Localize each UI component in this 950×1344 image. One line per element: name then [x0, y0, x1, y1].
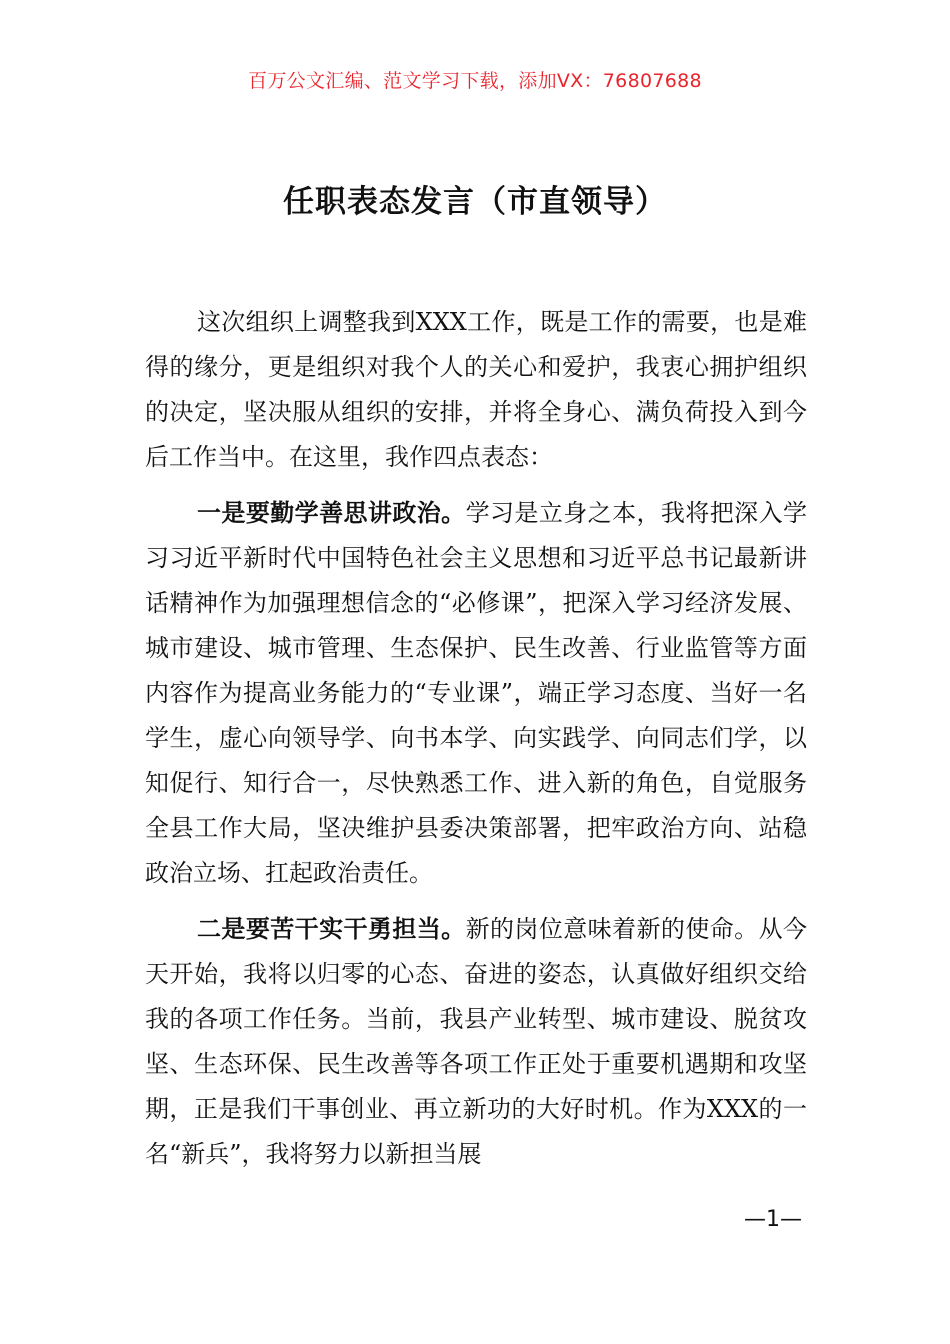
paragraph-point-1 [145, 490, 807, 896]
paragraph-intro [145, 300, 807, 480]
paragraph-lead: 一是要勤学善思讲政治。 [197, 498, 466, 527]
paragraph-point-2 [145, 906, 807, 1177]
paragraph-lead: 二是要苦干实干勇担当。 [197, 914, 466, 943]
document-body [145, 300, 807, 1177]
paragraph-text: 这次组织上调整我到XXX工作，既是工作的需要，也是难得的缘分，更是组织对我个人的关心和爱护，我衷心拥护组织的决定，坚决服从组织的安排，并将全身心、满负荷投入到今后工作当中。在这里，我作四点表态： [145, 308, 807, 471]
paragraph-text: 新的岗位意味着新的使命。从今天开始，我将以归零的心态、奋进的姿态，认真做好组织交给我的各项工作任务。当前，我县产业转型、城市建设、脱贫攻坚、生态环保、民生改善等各项工作正处于重要机遇期和攻坚期，正是我们干事创业、再立新功的大好时机。作为XXX的一名“新兵”，我将努力以新担当展 [145, 915, 808, 1168]
watermark-banner: 百万公文汇编、范文学习下载，添加VX：76807688 [248, 70, 702, 92]
paragraph-text: 学习是立身之本，我将把深入学习习近平新时代中国特色社会主义思想和习近平总书记最新讲话精神作为加强理想信念的“必修课”，把深入学习经济发展、城市建设、城市管理、生态保护、民生改善、行业监管等方面内容作为提高业务能力的“专业课”，端正学习态度、当好一名学生，虚心向领导学、向书本学、向实践学、向同志们学，以知促行、知行合一，尽快熟悉工作、进入新的角色，自觉服务全县工作大局，坚决维护县委决策部署，把牢政治方向、站稳政治立场、扛起政治责任。 [145, 499, 808, 887]
page-title: 任职表态发言（市直领导） [283, 184, 667, 220]
page-number: —1— [744, 1207, 802, 1232]
